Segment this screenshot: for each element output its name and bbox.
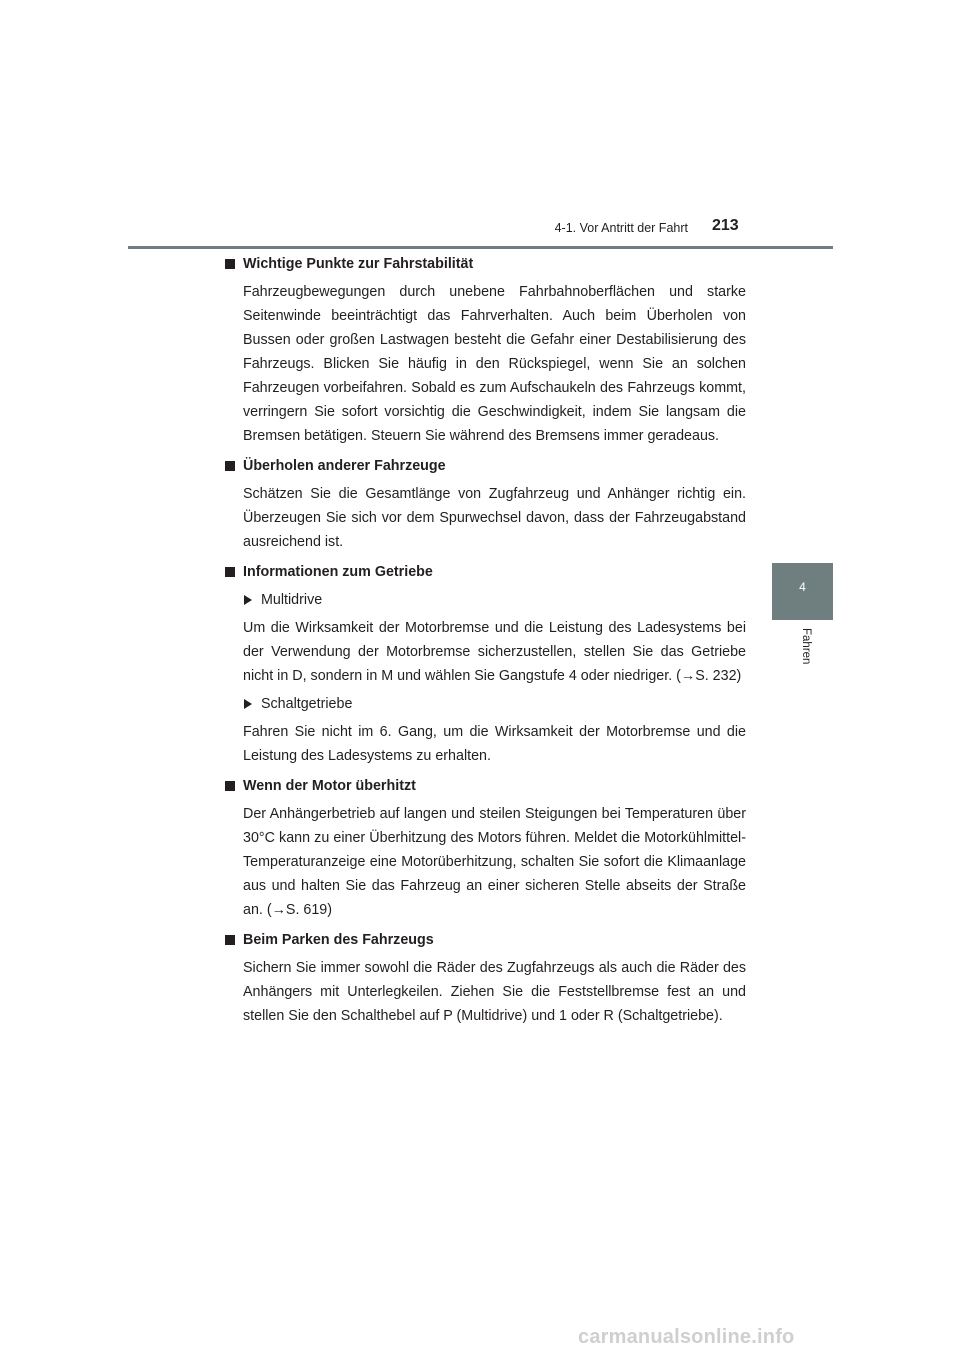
square-bullet-icon [225, 259, 235, 269]
triangle-bullet-icon [244, 699, 252, 709]
section-heading-text: Informationen zum Getriebe [243, 564, 433, 580]
section-paragraph: Fahren Sie nicht im 6. Gang, um die Wirksamkeit der Motorbremse und die Leistung des Ladesystems zu erhalten. [243, 724, 746, 764]
section-paragraph: Schätzen Sie die Gesamtlänge von Zugfahrzeug und Anhänger richtig ein. Überzeugen Sie sich vor dem Spurwechsel davon, dass der Fahrzeugabstand ausreichend ist. [243, 486, 746, 550]
watermark: carmanualsonline.info [578, 1326, 795, 1348]
chapter-tab-number: 4 [799, 580, 806, 594]
section-paragraph: Um die Wirksamkeit der Motorbremse und die Leistung des Ladesystems bei der Verwendung der Motorbremse sicherzustellen, stellen Sie das Getriebe nicht in D, sondern in M und wählen Sie Gangstufe 4 oder niedriger. (→S. 232) [243, 620, 746, 684]
section-paragraph: Der Anhängerbetrieb auf langen und steilen Steigungen bei Temperaturen über 30°C kann zu einer Überhitzung des Motors führen. Meldet die Motorkühlmittel-Temperaturanzeige eine Motorüberhitzung, schalten Sie sofort die Klimaanlage aus und halten Sie das Fahrzeug an einer sicheren Stelle abseits der Straße an. (→S. 619) [243, 806, 746, 918]
chapter-tab-label: Fahren [800, 628, 812, 665]
sub-item [243, 692, 746, 716]
section-heading-text: Wichtige Punkte zur Fahrstabilität [243, 256, 474, 272]
page-content [224, 252, 746, 1028]
section-heading [224, 774, 746, 798]
section-heading [224, 454, 746, 478]
triangle-bullet-icon [244, 595, 252, 605]
square-bullet-icon [225, 935, 235, 945]
section-paragraph: Sichern Sie immer sowohl die Räder des Zugfahrzeugs als auch die Räder des Anhängers mit Unterlegkeilen. Ziehen Sie die Feststellbremse fest an und stellen Sie den Schalthebel auf P (Multidrive) und 1 oder R (Schaltgetriebe). [243, 960, 746, 1024]
section-heading [224, 928, 746, 952]
square-bullet-icon [225, 461, 235, 471]
square-bullet-icon [225, 567, 235, 577]
chapter-section-title: 4-1. Vor Antritt der Fahrt [554, 221, 688, 235]
square-bullet-icon [225, 781, 235, 791]
sub-item [243, 588, 746, 612]
chapter-tab [772, 563, 833, 620]
header-divider [128, 246, 833, 249]
page-number: 213 [712, 217, 739, 234]
section-heading [224, 252, 746, 276]
section-heading-text: Beim Parken des Fahrzeugs [243, 932, 434, 948]
section-paragraph: Fahrzeugbewegungen durch unebene Fahrbahnoberflächen und starke Seitenwinde beeinträchtigt das Fahrverhalten. Auch beim Überholen von Bussen oder großen Lastwagen besteht die Gefahr einer Destabilisierung des Fahrzeugs. Blicken Sie häufig in den Rückspiegel, wenn Sie an solchen Fahrzeugen vorbeifahren. Sobald es zum Aufschaukeln des Fahrzeugs kommt, verringern Sie sofort vorsichtig die Geschwindigkeit, indem Sie langsam die Bremsen betätigen. Steuern Sie während des Bremsens immer geradeaus. [243, 284, 746, 444]
section-heading [224, 560, 746, 584]
sub-item-text: Schaltgetriebe [261, 696, 353, 712]
section-heading-text: Überholen anderer Fahrzeuge [243, 458, 446, 474]
sub-item-text: Multidrive [261, 592, 323, 608]
section-heading-text: Wenn der Motor überhitzt [243, 778, 416, 794]
